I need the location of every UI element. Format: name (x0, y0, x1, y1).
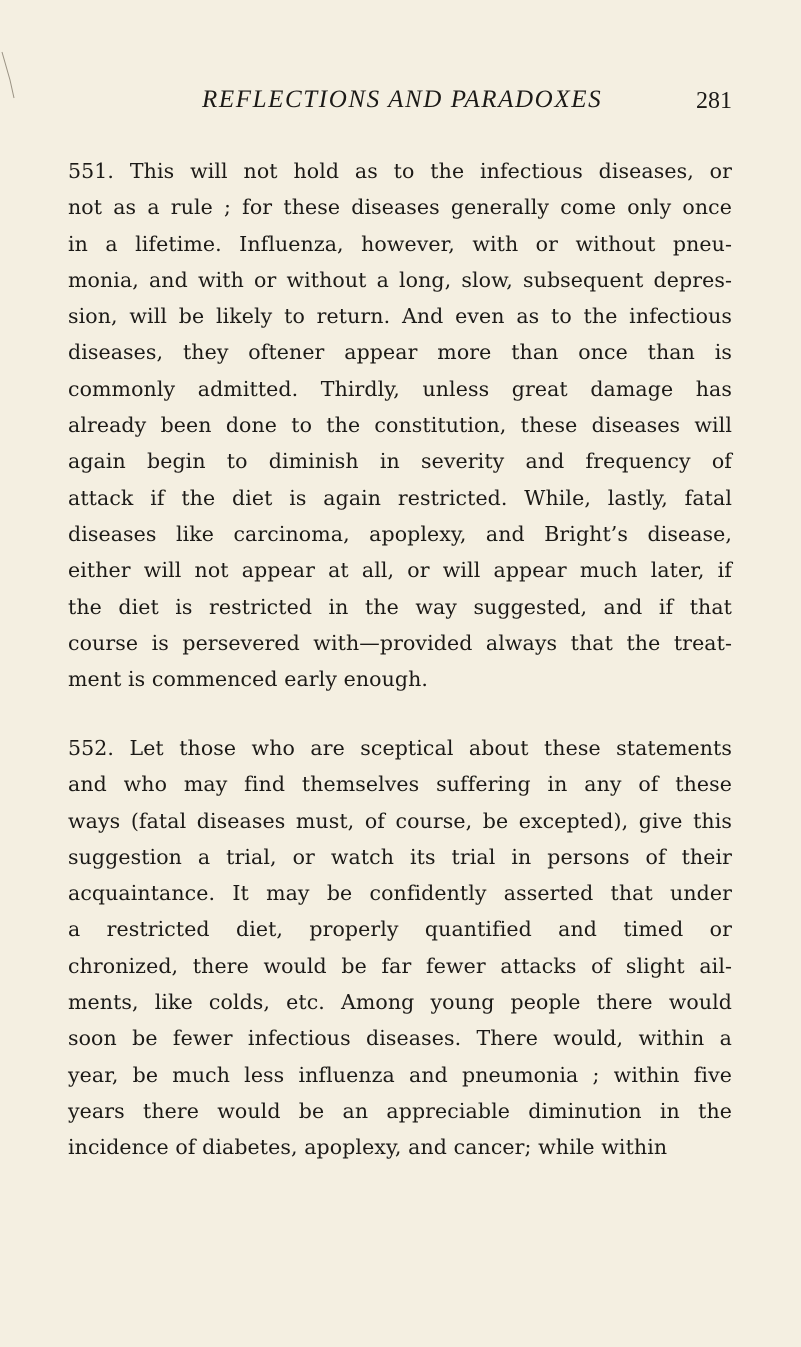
text-line: ment is commenced early enough. (68, 667, 429, 692)
text-line: again begin to diminish in severity and frequency of (68, 449, 732, 474)
text-line: attack if the diet is again restricted. While, lastly, fatal (68, 485, 732, 510)
text-line: not as a rule ; for these diseases generally come only once (68, 195, 732, 220)
margin-scratch-mark (0, 50, 36, 100)
text-line: incidence of diabetes, apoplexy, and cancer; while within (68, 1135, 668, 1160)
text-line: a restricted diet, properly quantified and timed or (68, 917, 732, 942)
text-line: acquaintance. It may be confidently asserted that under (68, 881, 732, 906)
page-number: 281 (696, 88, 732, 114)
text-line: already been done to the constitution, these diseases will (68, 413, 732, 438)
text-line: course is persevered with—provided always that the treat- (68, 630, 732, 655)
text-line: 551. This will not hold as to the infectious diseases, or (68, 159, 732, 183)
paragraph-551 (68, 153, 732, 697)
running-title: REFLECTIONS AND PARADOXES (202, 86, 603, 113)
text-line: year, be much less influenza and pneumonia ; within five (68, 1062, 732, 1087)
text-line: 552. Let those who are sceptical about these statements (68, 736, 732, 760)
text-line: diseases like carcinoma, apoplexy, and Bright’s disease, (68, 521, 732, 546)
text-line: years there would be an appreciable diminution in the (68, 1098, 732, 1123)
text-line: and who may find themselves suffering in any of these (68, 772, 732, 797)
text-line: commonly admitted. Thirdly, unless great damage has (68, 376, 732, 401)
text-line: sion, will be likely to return. And even as to the infectious (68, 304, 732, 329)
text-line: in a lifetime. Influenza, however, with or without pneu- (68, 231, 732, 256)
text-line: the diet is restricted in the way suggested, and if that (68, 594, 732, 619)
text-line: diseases, they oftener appear more than once than is (68, 340, 732, 365)
text-line: either will not appear at all, or will appear much later, if (68, 558, 732, 583)
text-line: ways (fatal diseases must, of course, be excepted), give this (68, 808, 732, 833)
text-line: soon be fewer infectious diseases. There would, within a (68, 1026, 732, 1051)
text-line: chronized, there would be far fewer attacks of slight ail- (68, 953, 732, 978)
running-head (68, 86, 732, 126)
text-line: monia, and with or without a long, slow, subsequent depres- (68, 267, 732, 292)
text-line: ments, like colds, etc. Among young people there would (68, 990, 732, 1015)
paragraph-552 (68, 730, 732, 1166)
text-line: suggestion a trial, or watch its trial in persons of their (68, 844, 732, 869)
